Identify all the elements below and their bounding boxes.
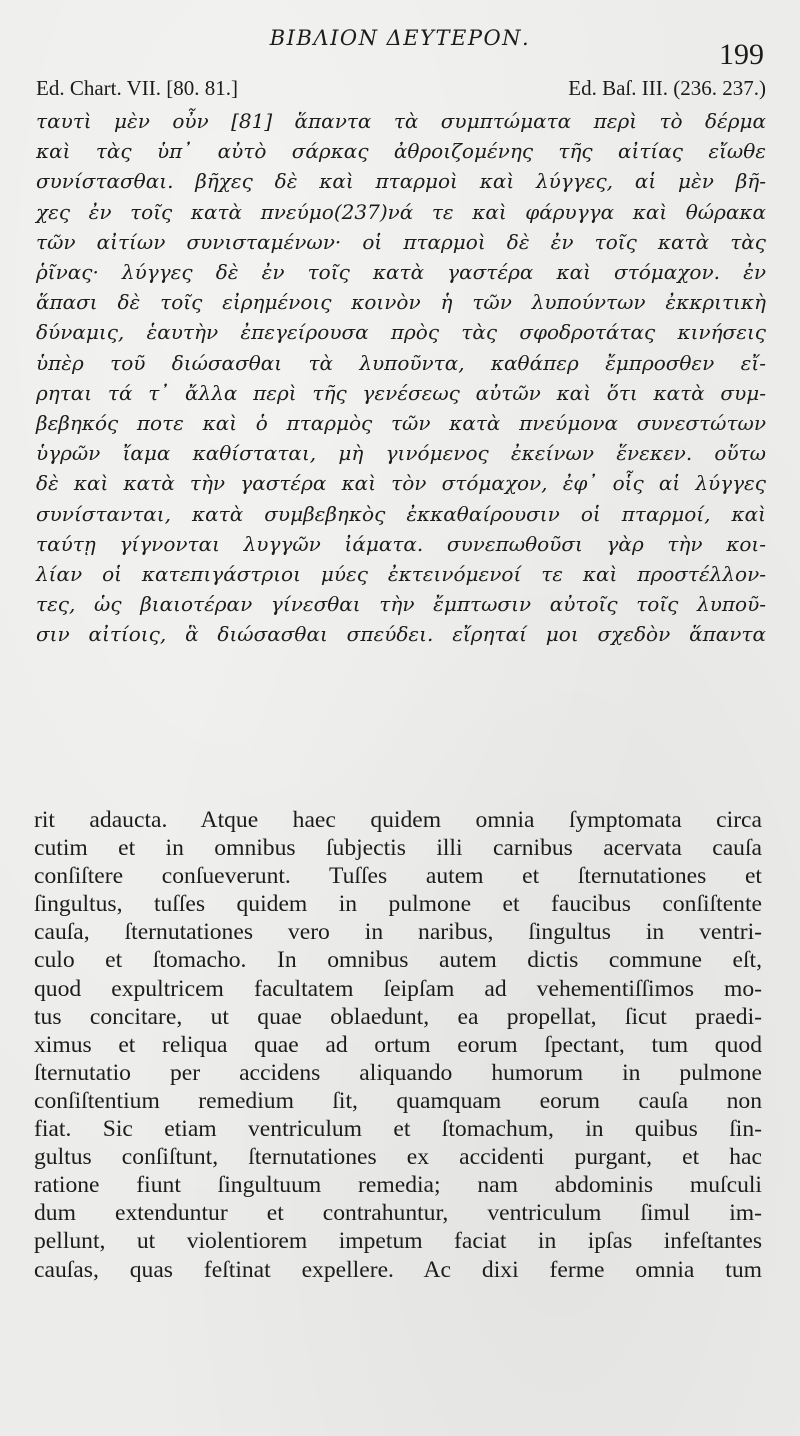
latin-line: cauſa, ſternutationes vero in naribus, ſingultus in ventri-	[34, 919, 762, 946]
greek-line: ταύτῃ γίγνονται λυγγῶν ἰάματα. συνεπωθοῦσι γὰρ τὴν κοι-	[36, 531, 766, 556]
greek-line: χες ἐν τοῖς κατὰ πνεύμο(237)νά τε καὶ φάρυγγα καὶ θώρακα	[36, 199, 766, 224]
latin-line: conſiſtentium remedium ſit, quamquam eorum cauſa non	[34, 1087, 762, 1114]
latin-line: ratione fiunt ſingultuum remedia; nam abdominis muſculi	[34, 1172, 762, 1199]
latin-line: pellunt, ut violentiorem impetum faciat in ipſas infeſtantes	[34, 1228, 762, 1255]
greek-line: ἅπασι δὲ τοῖς εἰρημένοις κοινὸν ἡ τῶν λυπούντων ἐκκριτικὴ	[36, 290, 766, 315]
greek-line: καὶ τὰς ὑπ᾽ αὐτὸ σάρκας ἀθροιζομένης τῆς αἰτίας εἴωθε	[36, 139, 766, 164]
greek-line: συνίστασθαι. βῆχες δὲ καὶ πταρμοὶ καὶ λύγγες, αἱ μὲν βῆ-	[36, 169, 766, 194]
latin-line: fiat. Sic etiam ventriculum et ſtomachum, in quibus ſin-	[34, 1116, 762, 1143]
latin-text-block	[34, 806, 762, 1284]
greek-line: δὲ καὶ κατὰ τὴν γαστέρα καὶ τὸν στόμαχον, ἐφ᾽ οἷς αἱ λύγγες	[36, 471, 766, 496]
latin-line: rit adaucta. Atque haec quidem omnia ſymptomata circa	[34, 807, 762, 833]
greek-line: ὑπὲρ τοῦ διώσασθαι τὰ λυποῦντα, καθάπερ ἔμπροσθεν εἴ-	[36, 350, 766, 375]
latin-line: ſingultus, tuſſes quidem in pulmone et faucibus conſiſtente	[34, 891, 762, 918]
running-head: ΒΙΒΛΙΟΝ ΔΕΥΤΕΡΟΝ.	[269, 26, 531, 50]
greek-line: βεβηκός ποτε καὶ ὁ πταρμὸς τῶν κατὰ πνεύμονα συνεστώτων	[36, 411, 766, 436]
latin-line: dum extenduntur et contrahuntur, ventriculum ſimul im-	[34, 1200, 762, 1227]
greek-line: τες, ὡς βιαιοτέραν γίνεσθαι τὴν ἔμπτωσιν αὐτοῖς τοῖς λυποῦ-	[36, 592, 766, 617]
latin-line: conſiſtere conſueverunt. Tuſſes autem et ſternutationes et	[34, 863, 762, 890]
greek-line: δύναμις, ἑαυτὴν ἐπεγείρουσα πρὸς τὰς σφοδροτάτας κινήσεις	[36, 320, 766, 345]
latin-line: ſternutatio per accidens aliquando humorum in pulmone	[34, 1059, 762, 1086]
greek-line: τῶν αἰτίων συνισταμένων· οἱ πταρμοὶ δὲ ἐν τοῖς κατὰ τὰς	[36, 229, 766, 254]
edition-reference-chartier: Ed. Chart. VII. [80. 81.]	[36, 76, 238, 100]
greek-line: ὑγρῶν ἴαμα καθίσταται, μὴ γινόμενος ἐκείνων ἕνεκεν. οὕτω	[36, 441, 766, 466]
latin-line: cauſas, quas feſtinat expellere. Ac dixi ferme omnia tum	[34, 1256, 762, 1283]
greek-line: ρηται τά τ᾽ ἄλλα περὶ τῆς γενέσεως αὐτῶν καὶ ὅτι κατὰ συμ-	[36, 380, 766, 405]
greek-line: σιν αἰτίοις, ἃ διώσασθαι σπεύδει. εἴρηταί μοι σχεδὸν ἅπαντα	[36, 622, 766, 647]
greek-line: ταυτὶ μὲν οὖν [81] ἅπαντα τὰ συμπτώματα περὶ τὸ δέρμα	[36, 109, 766, 133]
latin-line: tus concitare, ut quae oblaedunt, ea propellat, ſicut praedi-	[34, 1003, 762, 1030]
page-number: 199	[719, 38, 764, 71]
latin-line: quod expultricem facultatem ſeipſam ad vehementiſſimos mo-	[34, 975, 762, 1002]
latin-line: cutim et in omnibus ſubjectis illi carnibus acervata cauſa	[34, 835, 762, 862]
greek-line: συνίστανται, κατὰ συμβεβηκὸς ἐκκαθαίρουσιν οἱ πταρμοί, καὶ	[36, 501, 766, 526]
latin-line: gultus conſiſtunt, ſternutationes ex accidenti purgant, et hac	[34, 1144, 762, 1171]
latin-line: culo et ſtomacho. In omnibus autem dictis commune eſt,	[34, 947, 762, 974]
greek-line: ῥῖνας· λύγγες δὲ ἐν τοῖς κατὰ γαστέρα καὶ στόμαχον. ἐν	[36, 260, 766, 285]
latin-line: ximus et reliqua quae ad ortum eorum ſpectant, tum quod	[34, 1031, 762, 1058]
edition-reference-basel: Ed. Baſ. III. (236. 237.)	[568, 76, 766, 100]
greek-text-block	[36, 106, 766, 650]
greek-line: λίαν οἱ κατεπιγάστριοι μύες ἐκτεινόμενοί τε καὶ προστέλλον-	[36, 562, 766, 587]
